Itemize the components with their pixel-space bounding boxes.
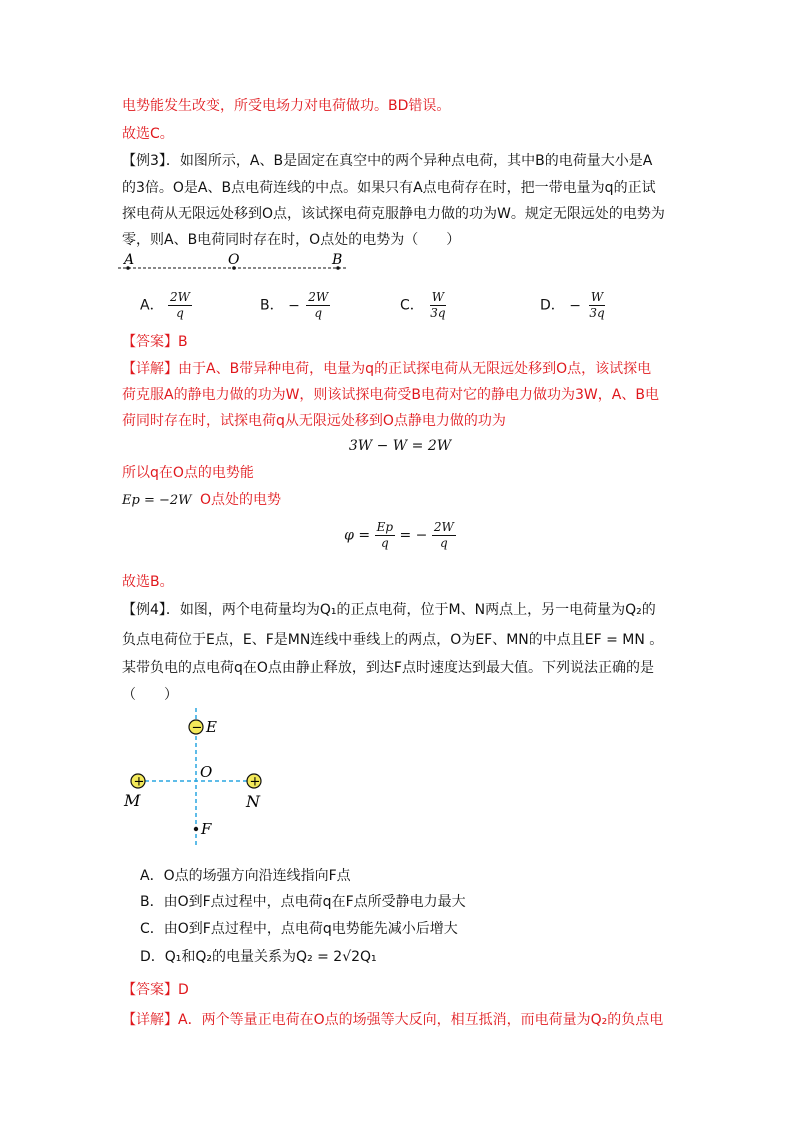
label-f: F [201,820,212,838]
text-line: 零，则A、B电荷同时存在时，O点处的电势为（ ） [122,232,461,248]
label-a: A [124,252,135,268]
text-line: 电势能发生改变，所受电场力对电荷做功。BD错误。 [122,98,451,114]
option-a: A．O点的场强方向沿连线指向F点 [140,868,351,884]
option-label: B． [260,297,284,314]
text-line: 探电荷从无限远处移到O点，该试探电荷克服静电力做的功为W。规定无限远处的电势为 [122,206,665,222]
numerator: W [590,290,604,304]
detail-4-line: 【详解】A．两个等量正电荷在O点的场强等大反向，相互抵消，而电荷量为Q₂的负点电 [122,1012,664,1028]
minus-sign: − [569,297,581,314]
answer-4: 【答案】D [122,982,189,998]
potential-energy-line [122,490,281,511]
minus-sign: − [288,297,300,314]
numerator: W [431,290,445,304]
option-c: C．由O到F点过程中，点电荷q电势能先减小后增大 [140,921,458,937]
option-label: A． [140,297,164,314]
detail-3-line: 荷克服A的静电力做的功为W，则该试探电荷受B电荷对它的静电力做功为3W，A、B电 [122,387,659,403]
text-line: 故选C。 [122,126,174,142]
label-o: O [200,763,213,781]
example-3-heading: 【例3】．如图所示，A、B是固定在真空中的两个异种点电荷，其中B的电荷量大小是A [122,153,653,169]
example-4-heading: 【例4】．如图，两个电荷量均为Q₁的正点电荷，位于M、N两点上，另一电荷量为Q₂的 [122,602,656,618]
detail-3-line: 荷同时存在时，试探电荷q从无限远处移到O点静电力做的功为 [122,413,506,429]
charge-m-sign: + [133,774,145,790]
text-line: 某带负电的点电荷q在O点由静止释放，到达F点时速度达到最大值。下列说法正确的是 [122,660,654,676]
option-a [140,290,192,321]
denominator: q [380,536,389,550]
answer-3: 【答案】B [122,334,188,350]
equation-lhs: φ = [344,527,371,544]
denominator: q [176,306,184,320]
equation-potential [0,520,800,551]
option-label: C． [400,297,424,314]
detail-3-line: 【详解】由于A、B带异种电荷，电量为q的正试探电荷从无限远处移到O点，该试探电 [122,361,652,377]
label-m: M [124,791,141,810]
figure-3 [118,250,358,280]
fraction [432,520,456,551]
option-b [260,290,330,321]
numerator: 2W [433,520,454,534]
fraction [375,520,395,551]
point-f-dot [194,827,198,831]
equation-mid: = − [399,527,428,544]
option-d [540,290,607,321]
denominator: 3q [430,306,446,320]
equation-ep: Ep = −2W [122,493,192,508]
option-c [400,290,448,321]
denominator: q [440,536,448,550]
equation-work: 3W − W = 2W [348,438,452,454]
charge-e-sign: − [191,720,203,736]
fraction [428,290,447,321]
label-e: E [206,718,217,736]
fraction [306,290,330,321]
text-line: 负点电荷位于E点，E、F是MN连线中垂线上的两点，O为EF、MN的中点且EF = MN 。 [122,632,664,648]
numerator: 2W [308,290,329,304]
text-line: 的3倍。O是A、B点电荷连线的中点。如果只有A点电荷存在时，把一带电量为q的正试 [122,180,656,196]
option-label: D． [540,297,565,314]
fraction [587,290,606,321]
label-o: O [228,252,240,268]
text-line: （ ） [122,687,178,703]
detail-text: O点处的电势 [199,492,281,508]
denominator: 3q [589,306,605,320]
label-n: N [246,792,260,811]
figure-4 [118,708,288,848]
denominator: q [314,306,323,320]
option-b: B．由O到F点过程中，点电荷q在F点所受静电力最大 [140,894,466,910]
numerator: Ep [376,520,394,534]
label-b: B [332,252,343,268]
numerator: 2W [170,290,190,304]
fraction [168,290,192,321]
charge-n-sign: + [249,774,261,790]
detail-3-line: 所以q在O点的电势能 [122,465,254,481]
option-d: D．Q₁和Q₂的电量关系为Q₂ = 2√2Q₁ [140,949,377,965]
select-b-text: 故选B。 [122,574,174,590]
